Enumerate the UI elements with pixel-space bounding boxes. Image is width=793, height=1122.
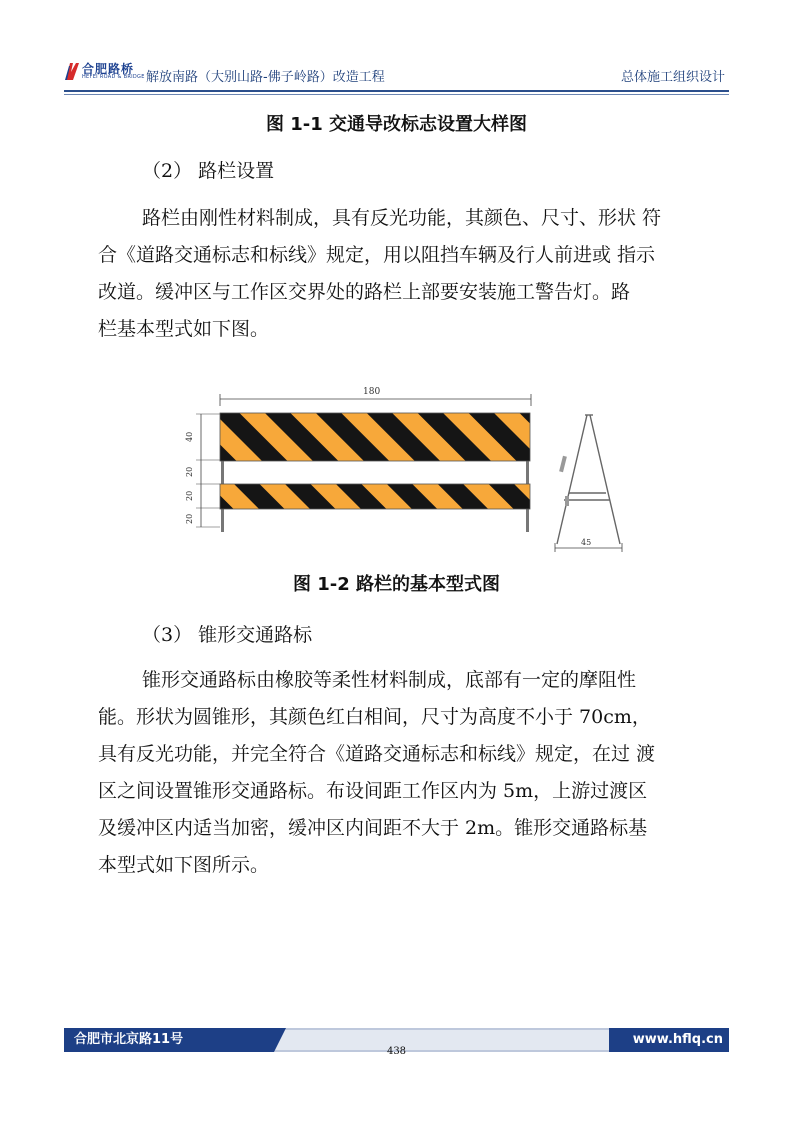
document-section: 总体施工组织设计 [620,70,725,85]
height-label-40: 40 [185,431,194,442]
figure-1-2-caption: 图 1-2 路栏的基本型式图 [292,574,501,595]
paragraph-line: 改道。缓冲区与工作区交界处的路栏上部要安装施工警告灯。路 [98,281,631,303]
paragraph-line: 锥形交通路标由橡胶等柔性材料制成，底部有一定的摩阻性 [142,669,637,691]
paragraph-line: 能。形状为圆锥形，其颜色红白相间，尺寸为高度不小于 70cm， [98,706,651,728]
company-logo [64,60,145,82]
footer-website: www.hflq.cn [609,1028,729,1052]
logo-en-text: HEFEI ROAD & BRIDGE [82,73,145,80]
barrier-diagram [183,382,638,557]
side-view-frame [557,415,620,544]
logo-cn-text: 合肥路桥 [82,61,135,76]
paragraph-line: 区之间设置锥形交通路标。布设间距工作区内为 5m，上游过渡区 [98,780,648,802]
depth-label: 45 [581,538,592,547]
paragraph-line: 合《道路交通标志和标线》规定，用以阻挡车辆及行人前进或 指示 [98,244,656,266]
lower-hazard-board [220,484,530,509]
page-number: 438 [386,1046,407,1057]
header-rule-thin [64,94,729,95]
height-label-20c: 20 [185,513,194,524]
width-label: 180 [363,387,381,397]
figure-1-1-caption: 图 1-1 交通导改标志设置大样图 [265,114,528,135]
paragraph-barrier [98,200,718,348]
paragraph-line: 路栏由刚性材料制成，具有反光功能，其颜色、尺寸、形状 符 [142,207,662,229]
paragraph-line: 本型式如下图所示。 [98,854,270,876]
section-3-title: （3） 锥形交通路标 [142,624,313,646]
footer-address: 合肥市北京路11号 [64,1028,274,1052]
paragraph-cone [98,662,718,884]
upper-hazard-board [220,413,530,461]
paragraph-line: 栏基本型式如下图。 [98,318,270,340]
section-2-title: （2） 路栏设置 [142,160,275,182]
logo-mark-icon [64,60,80,82]
height-label-20b: 20 [185,490,194,501]
project-title: 解放南路（大别山路-佛子岭路）改造工程 [146,70,385,85]
paragraph-line: 及缓冲区内适当加密，缓冲区内间距不大于 2m。锥形交通路标基 [98,817,648,839]
page-header [64,58,729,88]
paragraph-line: 具有反光功能，并完全符合《道路交通标志和标线》规定，在过 渡 [98,743,656,765]
height-label-20a: 20 [185,466,194,477]
header-rule [64,90,729,92]
